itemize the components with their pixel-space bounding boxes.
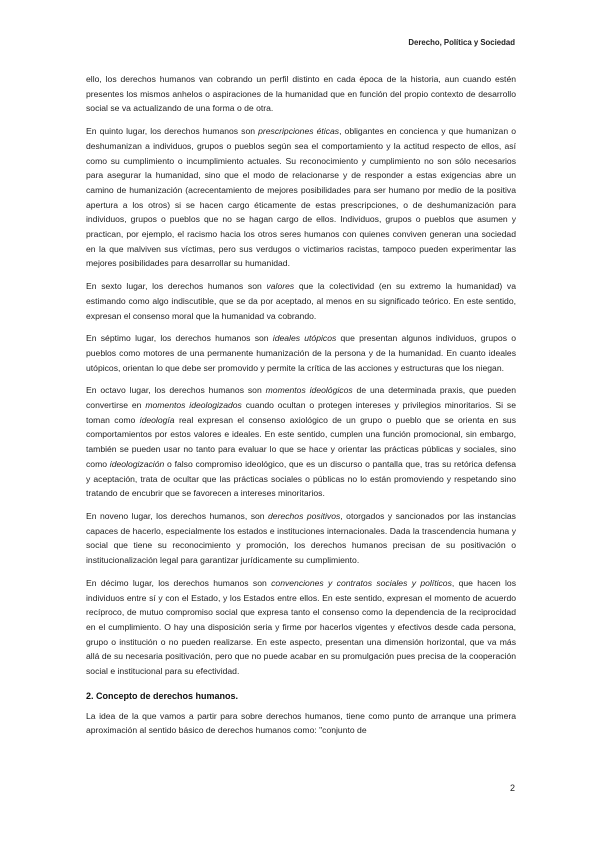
section-intro: La idea de la que vamos a partir para sobre derechos humanos, tiene como punto de arranque una primera aproximación al sentido básico de derechos humanos como: "conjunto de (86, 710, 516, 736)
paragraph-decimo (86, 576, 516, 679)
paragraph-sexto (86, 279, 516, 323)
emphasis-term: ideales utópicos (272, 333, 337, 344)
emphasis-term: derechos positivos (268, 510, 341, 521)
paragraph-continuation (86, 72, 516, 116)
emphasis-term: convenciones y contratos sociales y políticos (271, 577, 452, 588)
emphasis-term: ideologización (109, 458, 165, 469)
page-body (86, 72, 516, 746)
emphasis-term: prescripciones éticas (258, 126, 340, 137)
paragraph-text: o falso compromiso ideológico, que es un discurso o pantalla que, tras su retórica defensa y aceptación, trata de ocultar que las prácticas sociales o públicas no lo están promoviendo y respetando sino tratando de encubrir que se favorecen a intereses minoritarios. (86, 458, 516, 499)
emphasis-term: ideología (139, 414, 175, 425)
paragraph-noveno (86, 509, 516, 568)
paragraph-text: En sexto lugar, los derechos humanos son (86, 281, 267, 292)
emphasis-term: valores (266, 281, 295, 292)
emphasis-term: momentos ideológicos (265, 385, 353, 396)
paragraph-text: En quinto lugar, los derechos humanos son (86, 126, 259, 137)
paragraph-text: que la colectividad (en su extremo la humanidad) va estimando como algo indiscutible, que se da por aceptado, al menos en su significado teórico. En este sentido, expresan el consenso moral que la humanidad va cobrando. (86, 281, 516, 321)
paragraph-text: En décimo lugar, los derechos humanos son (86, 577, 272, 588)
paragraph-text: , obligantes en concienca y que humanizan o deshumanizan a individuos, grupos o pueblos según sea el comportamiento y la actitud respecto de ellos, así como su cumplimiento o incumplimiento actuales. Su reconocimiento y cumplimiento no son sólo necesarios para asegurar la humanidad, sino que el modo de relacionarse y de responder a estas exigencias abre un camino de humanización (acrecentamiento de mejores posibilidades para ser humano por medio de la positiva apertura a los otros) si se hacen cargo éticamente de estas prescripciones, o de deshumanización para individuos, grupos o pueblos que no se hagan cargo de ellos. Individuos, grupos o pueblos que asumen y practican, por ejemplo, el racismo hacia los otros seres humanos con quienes conviven generan una sociedad en la que malviven sus víctimas, pero sus verdugos o victimarios racistas, tampoco pueden experimentar las mejores posibilidades para desarrollar su humanidad. (86, 126, 516, 269)
paragraph-text: de una determinada praxis, que pueden convertirse en (86, 385, 516, 411)
paragraph-text: , otorgados y sancionados por las instancias capaces de hacerlo, especialmente los estados e instituciones internacionales. Dada la trascendencia humana y social que tiene su reconocimiento y promoción, los derechos humanos precisan de su positivación o institucionalización legal para garantizar jurídicamente su cumplimiento. (86, 510, 516, 566)
paragraph-octavo (86, 383, 516, 501)
paragraph-text: cuando ocultan o protegen intereses y privilegios minoritarios. Si se toman como (86, 400, 516, 425)
emphasis-term: momentos ideologizados (145, 400, 242, 411)
page-number: 2 (509, 783, 515, 793)
paragraph-text: En noveno lugar, los derechos humanos, son (86, 510, 269, 521)
paragraph-text: En octavo lugar, los derechos humanos son (86, 385, 266, 396)
paragraph-text: En séptimo lugar, los derechos humanos son (86, 333, 273, 344)
paragraph-text: ello, los derechos humanos van cobrando un perfil distinto en cada época de la historia, aun cuando estén presentes los mismos anhelos o aspiraciones de la humanidad que en función del propio contexto de desarrollo social se va actualizando de una forma o de otra. (86, 74, 516, 114)
paragraph-quinto (86, 124, 516, 271)
paragraph-septimo (86, 331, 516, 375)
section-heading: 2. Concepto de derechos humanos. (86, 690, 239, 701)
paragraph-text: que presentan algunos individuos, grupos o pueblos como motores de una permanente humanización de la persona y de la humanidad. En cuanto ideales utópicos, orientan lo que debe ser promovido y permite la crítica de las acciones y estructuras que los niegan. (86, 333, 516, 373)
paragraph-text: real expresan el consenso axiológico de un grupo o pueblo que se orienta en sus comportamientos por estos valores e ideales. En este sentido, cumplen una función promocional, sin embargo, también se pueden usar no tanto para evaluar lo que se hace y orientar las prácticas públicas y sociales, sino como (86, 414, 516, 469)
running-header: Derecho, Política y Sociedad (408, 38, 515, 47)
paragraph-text: , que hacen los individuos entre sí y con el Estado, y los Estados entre ellos. En este sentido, expresan el momento de acuerdo recíproco, de mutuo compromiso social que expresa tanto el consenso como la dependencia de la reciprocidad en el cumplimiento. O hay una disposición seria y firme por hacerlos vigentes y efectivos desde cada persona, grupo o institución o no pueden realizarse. En este aspecto, presentan una dimensión horizontal, que va más allá de su necesaria positivación, pero que no puede acabar en su promulgación pues precisa de la cooperación social e institucional para su efectividad. (86, 577, 517, 677)
